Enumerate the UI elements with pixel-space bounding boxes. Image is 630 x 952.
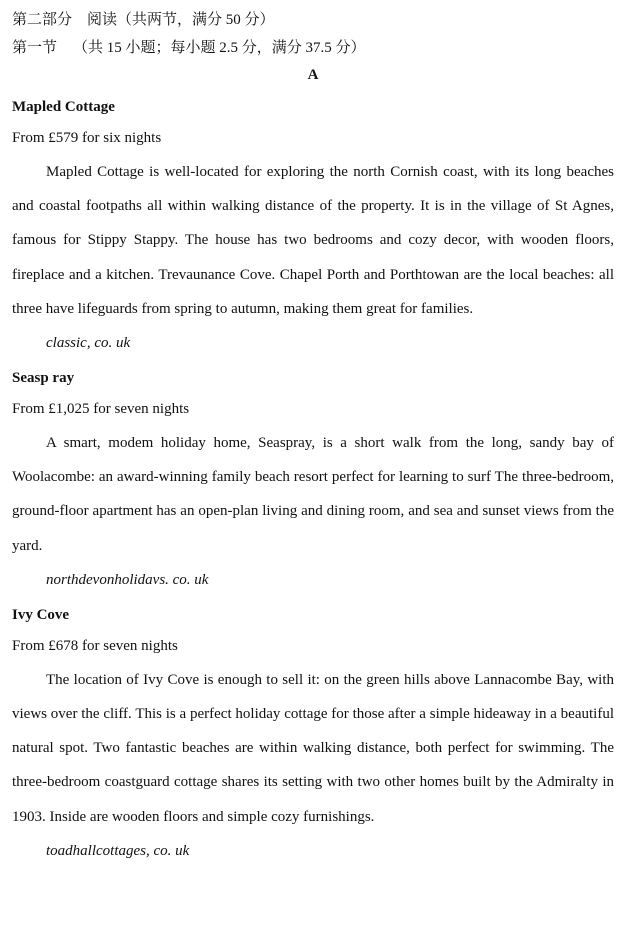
listing-source: classic, co. uk: [46, 335, 131, 352]
listing-description: The location of Ivy Cove is enough to sell it: on the green hills above Lannacombe Bay, with views over the cliff. This is a perfect holiday cottage for those after a simple hideaway in a beautiful natural spot. Two fantastic beaches are within walking distance, both perfect for swimming. The three-bedroom coastguard cottage shares its setting with two other homes built by the Admiralty in 1903. Inside are wooden floors and simple cozy furnishings.: [12, 671, 614, 825]
section-heading: [12, 34, 614, 62]
listing-price: From £678 for seven nights: [12, 637, 178, 654]
part-heading: 第二部分 阅读（共两节，满分 50 分）: [12, 12, 275, 28]
passage-label: A: [307, 67, 319, 83]
section-detail: （共 15 小题；每小题 2.5 分，满分 37.5 分）: [73, 40, 366, 56]
listing-price: From £1,025 for seven nights: [12, 401, 190, 418]
listing-description: Mapled Cottage is well-located for exploring the north Cornish coast, with its long beaches and coastal footpaths all within walking distance of the property. It is in the village of St Agnes, famous for Stippy Stappy. The house has two bedrooms and cozy decor, with wooden floors, fireplace and a kitchen. Trevaunance Cove. Chapel Porth and Porthtowan are the local beaches: all three have lifeguards from spring to autumn, making them great for families.: [12, 164, 614, 317]
listing-title: Ivy Cove: [12, 606, 70, 623]
listing-title: Seasp ray: [12, 370, 75, 387]
listing-ivy-cove: [12, 597, 614, 868]
listing-source: toadhallcottages, co. uk: [46, 842, 190, 859]
listing-title: Mapled Cottage: [12, 99, 115, 115]
listing-source: northdevonholidavs. co. uk: [46, 571, 209, 588]
listing-mapled-cottage: [12, 89, 614, 360]
section-label: 第一节: [12, 40, 58, 56]
listing-seaspray: [12, 360, 614, 597]
listing-description: A smart, modem holiday home, Seaspray, is a short walk from the long, sandy bay of Woolacombe: an award-winning family beach resort perfect for learning to surf The three-bedroom, ground-floor apartment has an open-plan living and dining room, and sea and sunset views from the yard.: [12, 435, 614, 554]
listing-price: From £579 for six nights: [12, 130, 162, 146]
